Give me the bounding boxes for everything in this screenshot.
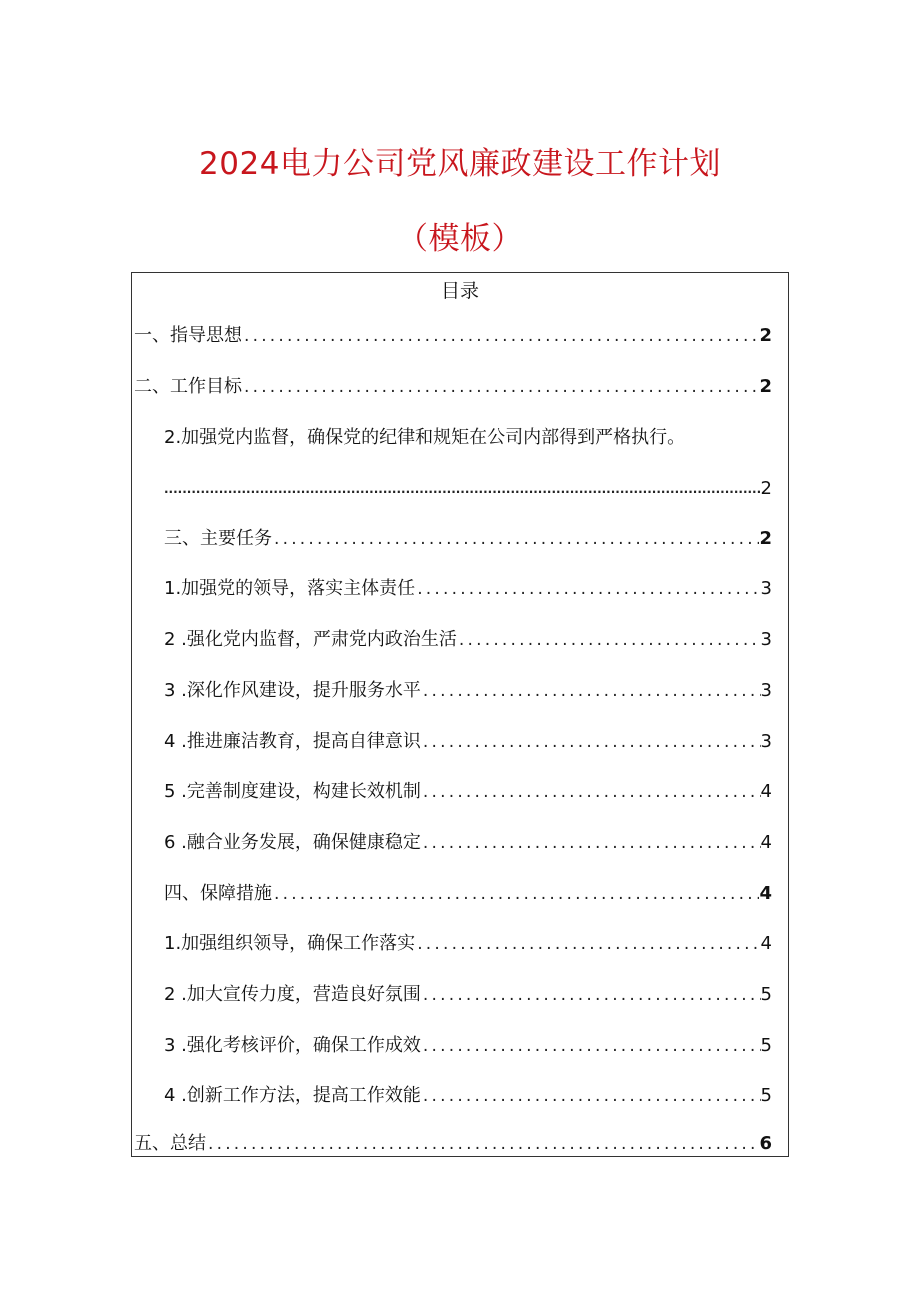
toc-dot-leader (272, 526, 759, 552)
toc-dot-leader (421, 1083, 761, 1109)
toc-entry[interactable] (134, 374, 772, 400)
toc-entry[interactable] (164, 476, 772, 502)
toc-heading: 目录 (440, 280, 479, 302)
toc-entry-page: 2 (759, 528, 772, 549)
toc-entry-label: 3 .深化作风建设，提升服务水平 (164, 680, 421, 701)
toc-dot-leader (421, 729, 761, 755)
toc-entry-page: 4 (760, 933, 772, 954)
toc-entry-page: 4 (760, 832, 772, 853)
toc-entry-label: 1.加强党的领导，落实主体责任 (164, 578, 416, 599)
toc-dot-leader (421, 1033, 761, 1059)
toc-entry-label: 3 .强化考核评价，确保工作成效 (164, 1035, 421, 1056)
toc-dot-leader (164, 476, 761, 502)
toc-dot-leader (242, 374, 759, 400)
toc-entry-label: 4 .创新工作方法，提高工作效能 (164, 1085, 421, 1106)
toc-dot-leader (415, 576, 760, 602)
toc-dot-leader (421, 982, 761, 1008)
document-title: 2024电力公司党风廉政建设工作计划 (199, 146, 721, 182)
toc-entry-label: 三、主要任务 (164, 528, 272, 549)
toc-entry-label: 2 .强化党内监督，严肃党内政治生活 (164, 629, 457, 650)
toc-entry-page: 3 (760, 629, 772, 650)
table-of-contents (131, 272, 789, 1157)
toc-entry[interactable] (164, 1033, 772, 1059)
toc-dot-leader (242, 323, 759, 349)
toc-entry[interactable] (164, 627, 772, 653)
toc-entry-label[interactable]: 2.加强党内监督，确保党的纪律和规矩在公司内部得到严格执行。 (164, 427, 686, 448)
toc-dot-leader (421, 678, 761, 704)
toc-entry-page: 3 (760, 578, 772, 599)
toc-entry-label: 4 .推进廉洁教育，提高自律意识 (164, 731, 421, 752)
toc-entry-label: 2 .加大宣传力度，营造良好氛围 (164, 984, 421, 1005)
toc-dot-leader (457, 627, 761, 653)
toc-entry[interactable] (164, 830, 772, 856)
toc-entry-label: 6 .融合业务发展，确保健康稳定 (164, 832, 421, 853)
toc-entry-label: 二、工作目标 (134, 376, 242, 397)
toc-entry-label: 五、总结 (134, 1133, 206, 1154)
toc-entry-page: 5 (760, 984, 772, 1005)
toc-entry[interactable] (164, 678, 772, 704)
toc-entry[interactable] (164, 931, 772, 957)
toc-entry[interactable] (134, 323, 772, 349)
toc-entry[interactable] (164, 779, 772, 805)
toc-entry-label: 一、指导思想 (134, 325, 242, 346)
toc-entry[interactable] (164, 729, 772, 755)
toc-entry[interactable] (164, 526, 772, 552)
toc-entry[interactable] (164, 1083, 772, 1109)
toc-dot-leader (421, 779, 761, 805)
toc-entry-label: 5 .完善制度建设，构建长效机制 (164, 781, 421, 802)
toc-entry-label: 四、保障措施 (164, 883, 272, 904)
toc-entry-label: 1.加强组织领导，确保工作落实 (164, 933, 416, 954)
toc-dot-leader (272, 881, 759, 907)
toc-entry-page: 4 (760, 781, 772, 802)
toc-dot-leader (206, 1131, 759, 1157)
toc-entry-page: 2 (760, 478, 772, 499)
toc-entry[interactable] (134, 1131, 772, 1157)
toc-entry[interactable] (164, 982, 772, 1008)
toc-entry-page: 5 (760, 1085, 772, 1106)
toc-entry-page: 3 (760, 680, 772, 701)
toc-entry-page: 2 (759, 376, 772, 397)
toc-entry-page: 3 (760, 731, 772, 752)
toc-dot-leader (421, 830, 761, 856)
toc-entry-page: 2 (759, 325, 772, 346)
toc-entry-page: 5 (760, 1035, 772, 1056)
toc-dot-leader (415, 931, 760, 957)
toc-entry[interactable] (164, 881, 772, 907)
toc-entry[interactable] (164, 576, 772, 602)
document-subtitle: （模板） (397, 221, 523, 257)
toc-entry-page: 4 (759, 883, 772, 904)
toc-entry-page: 6 (759, 1133, 772, 1154)
